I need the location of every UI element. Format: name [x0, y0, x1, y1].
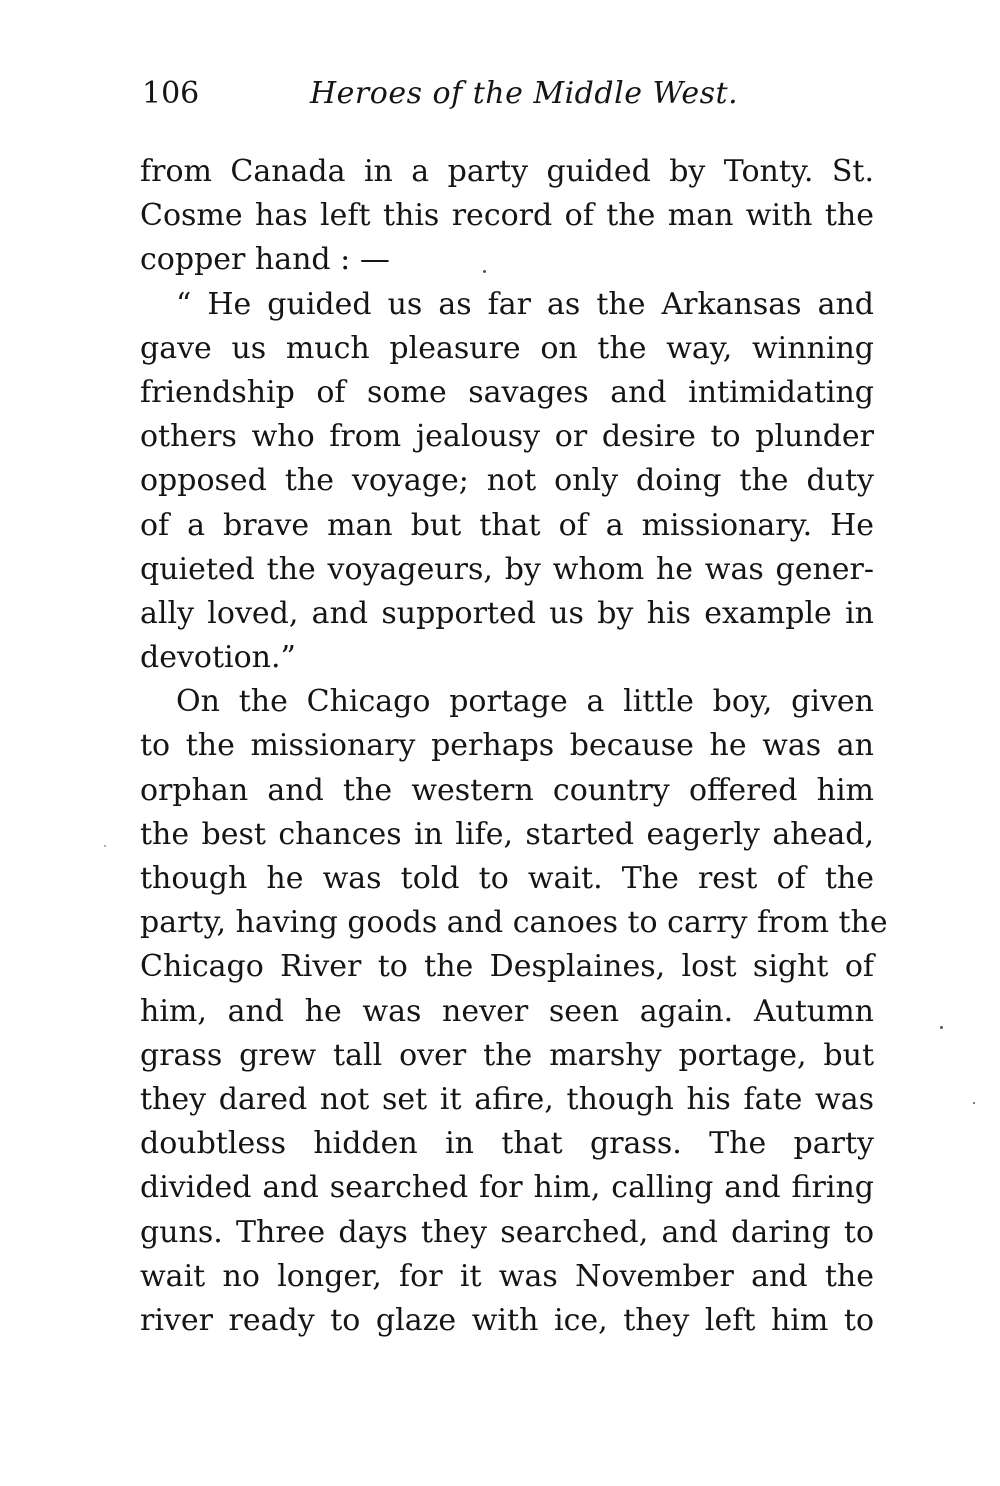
text-line: river ready to glaze with ice, they left him to — [140, 1302, 874, 1338]
text-line: Cosme has left this record of the man with the — [140, 198, 874, 234]
scan-speck — [483, 270, 486, 273]
text-line: others who from jealousy or desire to plunder — [140, 419, 874, 455]
text-line: quieted the voyageurs, by whom he was gener- — [140, 551, 874, 587]
text-line: friendship of some savages and intimidating — [140, 374, 874, 410]
running-head — [140, 72, 874, 116]
quote-end-line: devotion.” — [140, 640, 296, 676]
text-line: from Canada in a party guided by Tonty. St. — [140, 154, 874, 189]
text-line: him, and he was never seen again. Autumn — [140, 993, 874, 1029]
running-title: Heroes of the Middle West. — [310, 76, 739, 111]
scan-speck — [104, 845, 106, 847]
text-line: of a brave man but that of a missionary. He — [140, 507, 874, 543]
text-line: though he was told to wait. The rest of the — [140, 861, 874, 896]
text-line: wait no longer, for it was November and the — [140, 1258, 874, 1294]
text-line: doubtless hidden in that grass. The party — [140, 1126, 874, 1162]
scan-speck — [940, 1026, 943, 1029]
quote-start-line: “ He guided us as far as the Arkansas and — [176, 286, 874, 322]
text-line: guns. Three days they searched, and daring to — [140, 1214, 874, 1250]
text-line: they dared not set it afire, though his fate was — [140, 1081, 874, 1117]
text-line: the best chances in life, started eagerly ahead, — [140, 816, 874, 852]
text-line: grass grew tall over the marshy portage, but — [140, 1037, 874, 1073]
text-line: gave us much pleasure on the way, winning — [140, 330, 874, 366]
page-number: 106 — [142, 76, 200, 111]
body-text — [140, 150, 888, 1343]
scan-speck — [973, 1102, 975, 1104]
text-line: party, having goods and canoes to carry from the — [140, 905, 888, 941]
text-line: ally loved, and supported us by his example in — [140, 595, 874, 631]
text-line: opposed the voyage; not only doing the duty — [140, 463, 874, 499]
paragraph-start-line: On the Chicago portage a little boy, given — [176, 684, 874, 720]
text-line: Chicago River to the Desplaines, lost sight of — [140, 949, 874, 985]
text-line: divided and searched for him, calling and firing — [140, 1170, 874, 1206]
text-line: copper hand : — — [140, 242, 390, 278]
text-line: to the missionary perhaps because he was an — [140, 728, 874, 764]
text-line: orphan and the western country offered him — [140, 772, 874, 808]
